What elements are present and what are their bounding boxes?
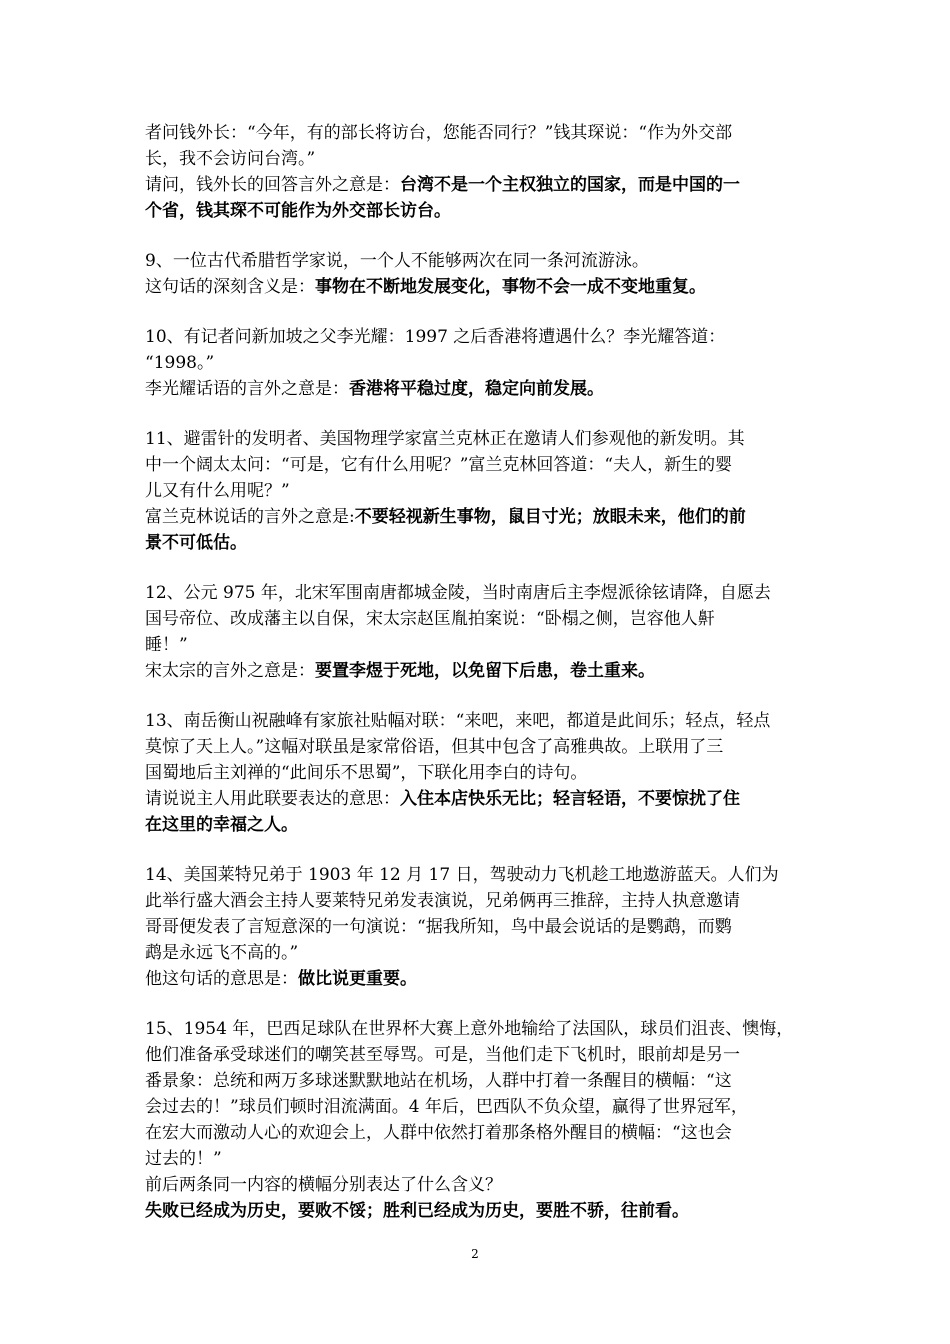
body-text: 过去的！” [145,1149,222,1169]
answer-text: 香港将平稳过度，稳定向前发展。 [349,379,604,399]
text-line [145,1172,815,1198]
text-line [145,786,815,812]
page-number: 2 [471,1247,479,1261]
body-text: 10、有记者问新加坡之父李光耀：1997 之后香港将遭遇什么？李光耀答道： [145,327,726,347]
body-text: 哥哥便发表了言短意深的一句演说：“据我所知，鸟中最会说话的是鹦鹉，而鹦 [145,917,732,937]
text-line [145,606,815,632]
body-text: 长，我不会访问台湾。” [145,149,316,169]
body-text: 鹉是永远飞不高的。” [145,943,299,963]
text-line [145,862,815,888]
body-text: 前后两条同一内容的横幅分别表达了什么含义？ [145,1175,502,1195]
text-line [145,760,815,786]
text-line [145,632,815,658]
text-line [145,274,815,300]
answer-text: 在这里的幸福之人。 [145,815,298,835]
body-text: 会过去的！”球员们顿时泪流满面。4 年后，巴西队不负众望，赢得了世界冠军， [145,1097,748,1117]
body-text: 15、1954 年，巴西足球队在世界杯大赛上意外地输给了法国队，球员们沮丧、懊悔， [145,1019,794,1039]
text-line [145,350,815,376]
answer-text: 入住本店快乐无比；轻言轻语，不要惊扰了住 [400,789,740,809]
body-text: 11、避雷针的发明者、美国物理学家富兰克林正在邀请人们参观他的新发明。其 [145,429,745,449]
text-line [145,172,815,198]
text-line [145,580,815,606]
text-line [145,478,815,504]
paragraph-block [145,708,815,838]
paragraph-block [145,862,815,992]
text-line [145,1068,815,1094]
body-text: 他们准备承受球迷们的嘲笑甚至辱骂。可是，当他们走下飞机时，眼前却是另一 [145,1045,740,1065]
text-line [145,1042,815,1068]
answer-text: 要置李煜于死地，以免留下后患，卷土重来。 [315,661,655,681]
body-text: 李光耀话语的言外之意是： [145,379,349,399]
paragraph-block [145,426,815,556]
body-text: “1998。” [145,353,215,373]
text-line [145,940,815,966]
text-line [145,1198,815,1224]
text-line [145,376,815,402]
text-line [145,1094,815,1120]
text-line [145,1016,815,1042]
body-text: 此举行盛大酒会主持人要莱特兄弟发表演说，兄弟俩再三推辞，主持人执意邀请 [145,891,740,911]
document-body [145,120,815,1248]
answer-text: 台湾不是一个主权独立的国家，而是中国的一 [400,175,740,195]
text-line [145,888,815,914]
answer-text: 不要轻视新生事物，鼠目寸光；放眼未来，他们的前 [354,507,746,527]
body-text: 13、南岳衡山祝融峰有家旅社贴幅对联：“来吧，来吧，都道是此间乐；轻点，轻点 [145,711,771,731]
text-line [145,504,815,530]
answer-text: 做比说更重要。 [298,969,417,989]
answer-text: 事物在不断地发展变化，事物不会一成不变地重复。 [315,277,706,297]
paragraph-block [145,580,815,684]
text-line [145,120,815,146]
text-line [145,530,815,556]
text-line [145,426,815,452]
body-text: 莫惊了天上人。”这幅对联虽是家常俗语，但其中包含了高雅典故。上联用了三 [145,737,724,757]
body-text: 睡！” [145,635,188,655]
body-text: 国蜀地后主刘禅的“此间乐不思蜀”，下联化用李白的诗句。 [145,763,588,783]
answer-text: 景不可低估。 [145,533,247,553]
text-line [145,248,815,274]
answer-text: 个省，钱其琛不可能作为外交部长访台。 [145,201,451,221]
body-text: 富兰克林说话的言外之意是: [145,507,355,527]
paragraph-block [145,248,815,300]
text-line [145,1120,815,1146]
text-line [145,146,815,172]
body-text: 儿又有什么用呢？” [145,481,290,501]
body-text: 请说说主人用此联要表达的意思： [145,789,400,809]
text-line [145,708,815,734]
text-line [145,914,815,940]
text-line [145,452,815,478]
body-text: 中一个阔太太问：“可是，它有什么用呢？”富兰克林回答道：“夫人，新生的婴 [145,455,733,475]
body-text: 番景象：总统和两万多球迷默默地站在机场，人群中打着一条醒目的横幅：“这 [145,1071,732,1091]
text-line [145,966,815,992]
text-line [145,734,815,760]
body-text: 这句话的深刻含义是： [145,277,315,297]
text-line [145,324,815,350]
body-text: 在宏大而激动人心的欢迎会上，人群中依然打着那条格外醒目的横幅：“这也会 [145,1123,732,1143]
body-text: 宋太宗的言外之意是： [145,661,315,681]
paragraph-block [145,324,815,402]
text-line [145,198,815,224]
body-text: 14、美国莱特兄弟于 1903 年 12 月 17 日，驾驶动力飞机趁工地遨游蓝天。人们为 [145,865,779,885]
text-line [145,812,815,838]
body-text: 12、公元 975 年，北宋军围南唐都城金陵，当时南唐后主李煜派徐铉请降，自愿去 [145,583,771,603]
body-text: 9、一位古代希腊哲学家说，一个人不能够两次在同一条河流游泳。 [145,251,649,271]
body-text: 者问钱外长：“今年，有的部长将访台，您能否同行？”钱其琛说：“作为外交部 [145,123,733,143]
body-text: 国号帝位、改成藩主以自保，宋太宗赵匡胤拍案说：“卧榻之侧，岂容他人鼾 [145,609,715,629]
answer-text: 失败已经成为历史，要败不馁；胜利已经成为历史，要胜不骄，往前看。 [145,1201,689,1221]
body-text: 请问，钱外长的回答言外之意是： [145,175,400,195]
text-line [145,1146,815,1172]
paragraph-block [145,1016,815,1224]
text-line [145,658,815,684]
paragraph-block [145,120,815,224]
body-text: 他这句话的意思是： [145,969,298,989]
